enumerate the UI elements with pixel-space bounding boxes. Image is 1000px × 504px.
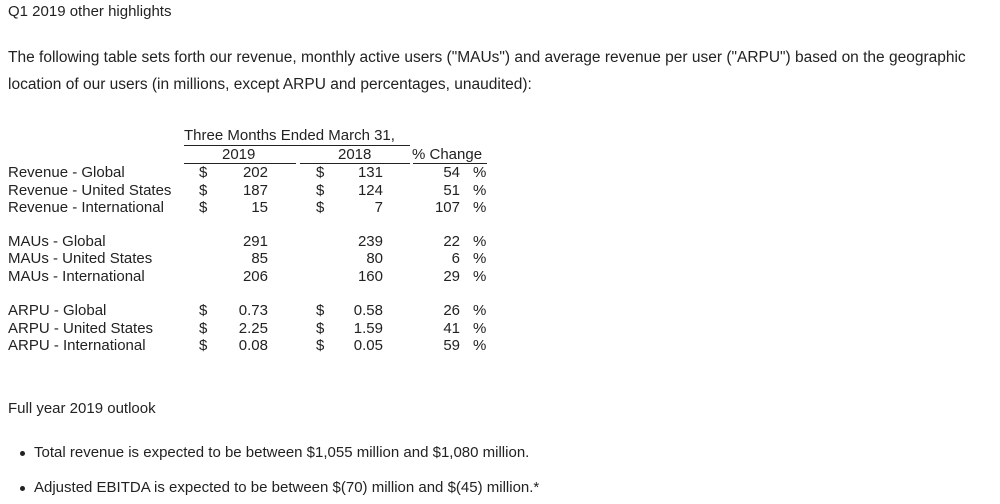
currency-2018: $ (316, 182, 325, 199)
value-change: 29 (443, 268, 460, 285)
value-2018: 80 (366, 250, 383, 267)
value-change: 6 (451, 250, 460, 267)
value-2018: 0.05 (353, 337, 383, 354)
percent-sign: % (473, 182, 487, 199)
percent-sign: % (473, 164, 487, 181)
currency-2019: $ (199, 164, 208, 181)
currency-2019: $ (199, 182, 208, 199)
currency-2019: $ (199, 302, 208, 319)
row-label: ARPU - International (8, 337, 146, 354)
value-2019: 0.08 (238, 337, 268, 354)
percent-sign: % (473, 233, 487, 250)
value-2018: 239 (357, 233, 383, 250)
currency-2018: $ (316, 199, 325, 216)
row-label: Revenue - International (8, 199, 164, 216)
value-change: 22 (443, 233, 460, 250)
currency-2018: $ (316, 302, 325, 319)
value-change: 107 (434, 199, 460, 216)
currency-2018: $ (316, 320, 325, 337)
row-label: ARPU - United States (8, 320, 154, 337)
value-2019: 187 (242, 182, 268, 199)
value-2018: 160 (357, 268, 383, 285)
value-2019: 85 (251, 250, 268, 267)
value-2018: 131 (357, 164, 383, 181)
value-2019: 2.25 (238, 320, 268, 337)
intro-paragraph: The following table sets forth our revenue, monthly active users ("MAUs") and average revenue per user ("ARPU") based on the geographic location of our users (in millions, except ARPU and percentages, unaudited): (8, 49, 966, 93)
value-change: 54 (443, 164, 460, 181)
currency-2019: $ (199, 337, 208, 354)
currency-2019: $ (199, 320, 208, 337)
section-heading: Q1 2019 other highlights (8, 3, 172, 20)
row-label: MAUs - United States (8, 250, 153, 267)
outlook-heading: Full year 2019 outlook (8, 400, 156, 417)
row-label: MAUs - International (8, 268, 145, 285)
bullet-text: Total revenue is expected to be between $1,055 million and $1,080 million. (34, 444, 530, 461)
value-change: 59 (443, 337, 460, 354)
value-2018: 124 (357, 182, 383, 199)
value-2018: 1.59 (353, 320, 383, 337)
bullet-text: Adjusted EBITDA is expected to be between $(70) million and $(45) million.* (34, 479, 540, 496)
percent-sign: % (473, 337, 487, 354)
value-2019: 0.73 (238, 302, 268, 319)
currency-2019: $ (199, 199, 208, 216)
period-underline (184, 145, 410, 146)
row-label: Revenue - United States (8, 182, 172, 199)
col-change-header: % Change (412, 146, 483, 163)
percent-sign: % (473, 199, 487, 216)
percent-sign: % (473, 250, 487, 267)
row-label: MAUs - Global (8, 233, 106, 250)
row-label: Revenue - Global (8, 164, 125, 181)
value-2018: 0.58 (353, 302, 383, 319)
value-change: 51 (443, 182, 460, 199)
percent-sign: % (473, 268, 487, 285)
currency-2018: $ (316, 337, 325, 354)
value-change: 26 (443, 302, 460, 319)
col-2019-header: 2019 (222, 146, 256, 163)
percent-sign: % (473, 320, 487, 337)
value-2019: 291 (242, 233, 268, 250)
value-2019: 15 (251, 199, 268, 216)
value-2019: 202 (242, 164, 268, 181)
row-label: ARPU - Global (8, 302, 107, 319)
value-2019: 206 (242, 268, 268, 285)
currency-2018: $ (316, 164, 325, 181)
percent-sign: % (473, 302, 487, 319)
period-header: Three Months Ended March 31, (184, 127, 395, 144)
bullet-icon (20, 486, 25, 491)
bullet-icon (20, 451, 25, 456)
value-2018: 7 (374, 199, 383, 216)
value-change: 41 (443, 320, 460, 337)
col-2018-header: 2018 (338, 146, 372, 163)
